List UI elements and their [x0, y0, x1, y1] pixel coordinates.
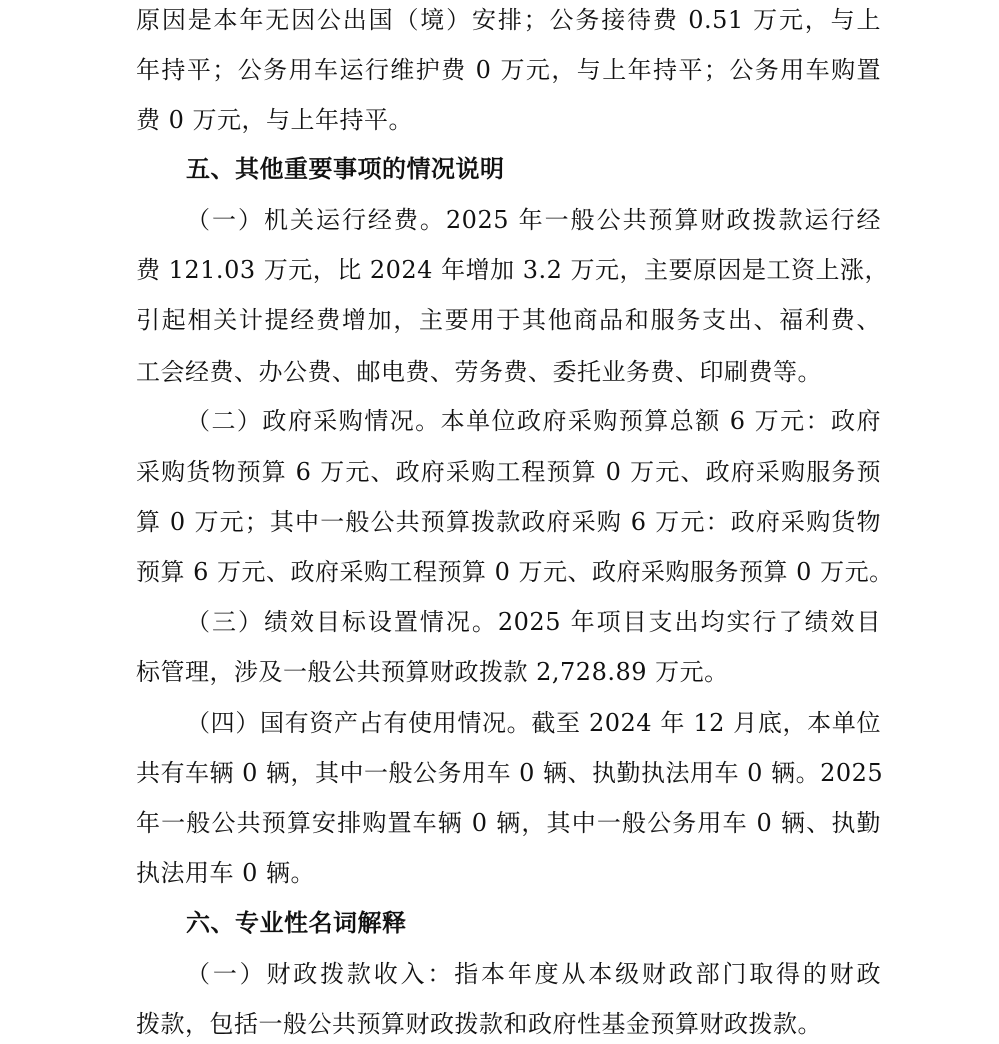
text-line: （三）绩效目标设置情况。2025 年项目支出均实行了绩效目	[186, 608, 881, 636]
text-line: （一）财政拨款收入：指本年度从本级财政部门取得的财政	[186, 960, 881, 988]
text-line: 费 121.03 万元，比 2024 年增加 3.2 万元，主要原因是工资上涨，	[136, 256, 889, 284]
section-heading-6: 六、专业性名词解释	[186, 908, 407, 937]
text-line: 工会经费、办公费、邮电费、劳务费、委托业务费、印刷费等。	[136, 358, 822, 386]
text-line: 预算 6 万元、政府采购工程预算 0 万元、政府采购服务预算 0 万元。	[136, 558, 894, 586]
text-line: 费 0 万元，与上年持平。	[136, 106, 414, 134]
text-line: 年一般公共预算安排购置车辆 0 辆，其中一般公务用车 0 辆、执勤	[136, 809, 881, 837]
text-line: （四）国有资产占有使用情况。截至 2024 年 12 月底，本单位	[186, 709, 881, 737]
text-line: 采购货物预算 6 万元、政府采购工程预算 0 万元、政府采购服务预	[136, 458, 881, 486]
text-line: （二）政府采购情况。本单位政府采购预算总额 6 万元：政府	[186, 407, 881, 435]
text-line: 共有车辆 0 辆，其中一般公务用车 0 辆、执勤执法用车 0 辆。2025	[136, 759, 884, 787]
text-line: 执法用车 0 辆。	[136, 859, 316, 887]
text-line: 引起相关计提经费增加，主要用于其他商品和服务支出、福利费、	[136, 306, 881, 334]
text-line: 原因是本年无因公出国（境）安排；公务接待费 0.51 万元，与上	[136, 6, 881, 34]
text-line: （一）机关运行经费。2025 年一般公共预算财政拨款运行经	[186, 206, 881, 234]
section-heading-5: 五、其他重要事项的情况说明	[186, 154, 505, 183]
text-line: 算 0 万元；其中一般公共预算拨款政府采购 6 万元：政府采购货物	[136, 508, 881, 536]
text-line: 年持平；公务用车运行维护费 0 万元，与上年持平；公务用车购置	[136, 56, 881, 84]
text-line: 标管理，涉及一般公共预算财政拨款 2,728.89 万元。	[136, 658, 729, 686]
text-line: 拨款，包括一般公共预算财政拨款和政府性基金预算财政拨款。	[136, 1010, 822, 1038]
